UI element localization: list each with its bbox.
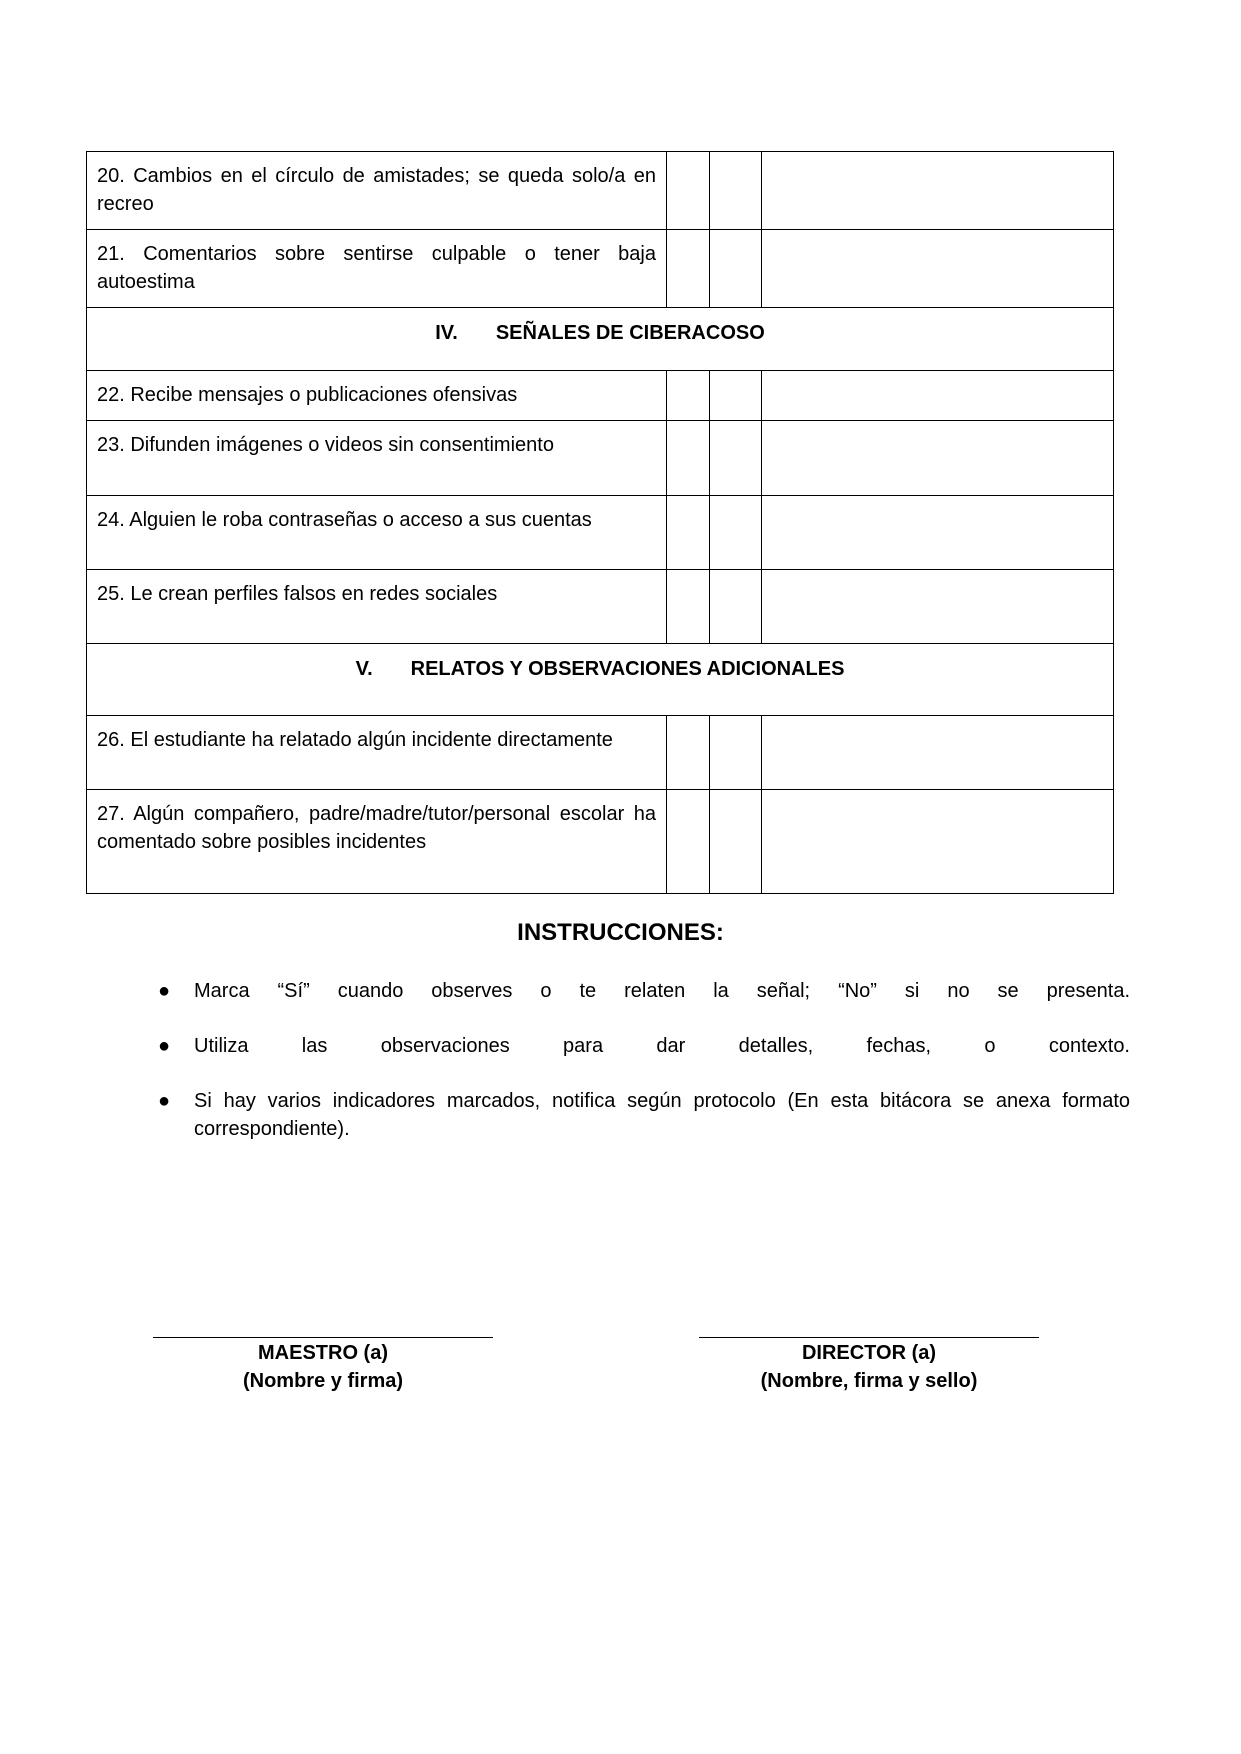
item-text: 27. Algún compañero, padre/madre/tutor/personal escolar ha comentado sobre posibles incidentes bbox=[87, 790, 667, 894]
yes-checkbox[interactable] bbox=[667, 790, 710, 894]
instruction-text: Utiliza las observaciones para dar detalles, fechas, o contexto. bbox=[194, 1035, 1130, 1057]
no-checkbox[interactable] bbox=[710, 371, 762, 421]
no-checkbox[interactable] bbox=[710, 790, 762, 894]
yes-checkbox[interactable] bbox=[667, 230, 710, 308]
table-row bbox=[87, 570, 1114, 644]
list-item bbox=[158, 1087, 1130, 1143]
table-row bbox=[87, 152, 1114, 230]
item-text: 21. Comentarios sobre sentirse culpable o tener baja autoestima bbox=[87, 230, 667, 308]
no-checkbox[interactable] bbox=[710, 230, 762, 308]
observations-field[interactable] bbox=[762, 716, 1114, 790]
item-text: 24. Alguien le roba contraseñas o acceso a sus cuentas bbox=[87, 496, 667, 570]
observations-field[interactable] bbox=[762, 371, 1114, 421]
yes-checkbox[interactable] bbox=[667, 496, 710, 570]
table-row bbox=[87, 496, 1114, 570]
section-header bbox=[87, 644, 1114, 716]
bullet-icon: ● bbox=[158, 1035, 171, 1057]
observations-field[interactable] bbox=[762, 230, 1114, 308]
observations-field[interactable] bbox=[762, 790, 1114, 894]
director-signature-block bbox=[699, 1337, 1039, 1395]
item-text: 20. Cambios en el círculo de amistades; se queda solo/a en recreo bbox=[87, 152, 667, 230]
no-checkbox[interactable] bbox=[710, 716, 762, 790]
item-text: 26. El estudiante ha relatado algún incidente directamente bbox=[87, 716, 667, 790]
signature-note: (Nombre, firma y sello) bbox=[760, 1370, 978, 1392]
checklist-table bbox=[86, 151, 1114, 894]
section-number: IV. bbox=[435, 322, 458, 344]
signature-line[interactable] bbox=[153, 1337, 493, 1338]
item-text: 22. Recibe mensajes o publicaciones ofensivas bbox=[87, 371, 667, 421]
section-header-row bbox=[87, 308, 1114, 371]
bullet-icon: ● bbox=[158, 980, 171, 1002]
table-row bbox=[87, 371, 1114, 421]
no-checkbox[interactable] bbox=[710, 570, 762, 644]
item-text: 23. Difunden imágenes o videos sin consentimiento bbox=[87, 421, 667, 496]
instructions-title: INSTRUCCIONES: bbox=[517, 919, 724, 946]
section-number: V. bbox=[355, 658, 373, 680]
no-checkbox[interactable] bbox=[710, 496, 762, 570]
observations-field[interactable] bbox=[762, 496, 1114, 570]
signature-note: (Nombre y firma) bbox=[242, 1370, 404, 1392]
yes-checkbox[interactable] bbox=[667, 371, 710, 421]
section-header-row bbox=[87, 644, 1114, 716]
yes-checkbox[interactable] bbox=[667, 421, 710, 496]
teacher-signature-block bbox=[153, 1337, 493, 1395]
observations-field[interactable] bbox=[762, 421, 1114, 496]
yes-checkbox[interactable] bbox=[667, 716, 710, 790]
table-row bbox=[87, 230, 1114, 308]
item-text: 25. Le crean perfiles falsos en redes sociales bbox=[87, 570, 667, 644]
no-checkbox[interactable] bbox=[710, 421, 762, 496]
section-title: RELATOS Y OBSERVACIONES ADICIONALES bbox=[410, 658, 845, 680]
table-row bbox=[87, 421, 1114, 496]
section-header bbox=[87, 308, 1114, 371]
list-item bbox=[158, 1032, 1130, 1060]
table-row bbox=[87, 716, 1114, 790]
instruction-text: Si hay varios indicadores marcados, notifica según protocolo (En esta bitácora se anexa formato correspondiente). bbox=[194, 1090, 1130, 1140]
bullet-icon: ● bbox=[158, 1090, 171, 1112]
observations-field[interactable] bbox=[762, 152, 1114, 230]
no-checkbox[interactable] bbox=[710, 152, 762, 230]
yes-checkbox[interactable] bbox=[667, 570, 710, 644]
signature-role: DIRECTOR (a) bbox=[801, 1342, 937, 1364]
instructions-list bbox=[158, 977, 1130, 1170]
yes-checkbox[interactable] bbox=[667, 152, 710, 230]
observations-field[interactable] bbox=[762, 570, 1114, 644]
instruction-text: Marca “Sí” cuando observes o te relaten la señal; “No” si no se presenta. bbox=[194, 980, 1130, 1002]
table-row bbox=[87, 790, 1114, 894]
section-title: SEÑALES DE CIBERACOSO bbox=[495, 322, 765, 344]
list-item bbox=[158, 977, 1130, 1005]
signature-role: MAESTRO (a) bbox=[258, 1342, 388, 1364]
signature-line[interactable] bbox=[699, 1337, 1039, 1338]
